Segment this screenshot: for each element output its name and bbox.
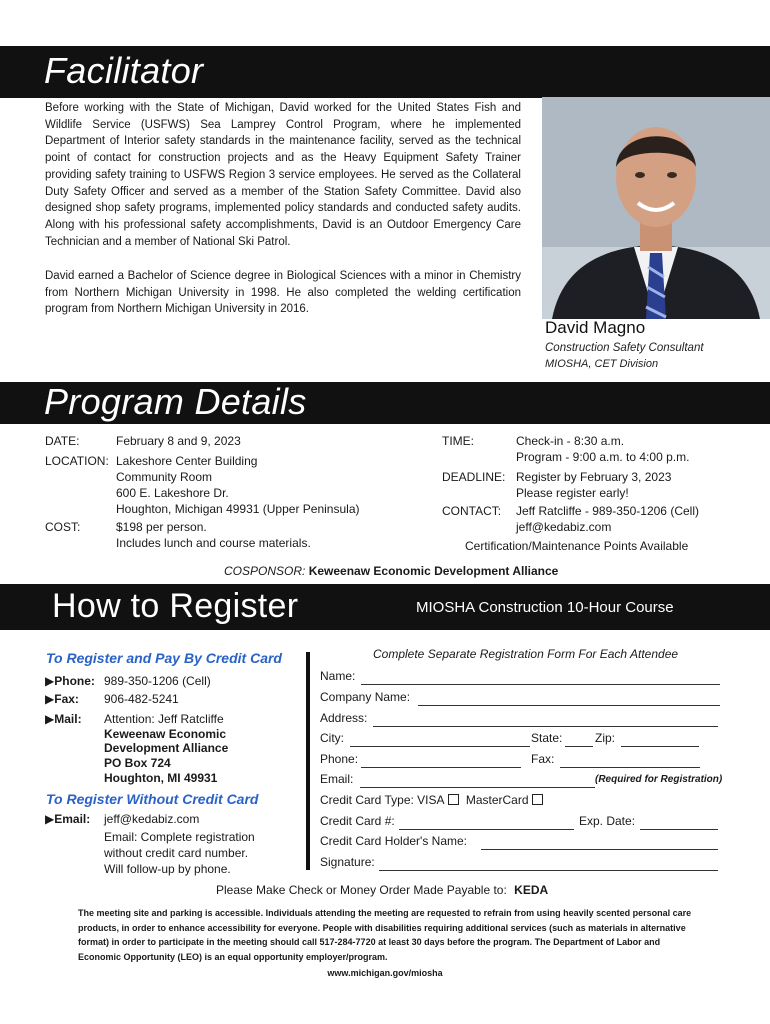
cc-type-row — [320, 793, 543, 807]
facilitator-name: David Magno — [545, 318, 646, 337]
exp-date-field[interactable] — [640, 829, 718, 830]
visa-checkbox[interactable] — [448, 794, 459, 805]
fax-field-label: Fax: — [531, 752, 555, 766]
city-label: City: — [320, 731, 344, 745]
course-name: MIOSHA Construction 10-Hour Course — [416, 599, 674, 616]
mail-row — [45, 711, 82, 727]
cosponsor-label: COSPONSOR: — [224, 564, 306, 578]
location-line: Houghton, Michigan 49931 (Upper Peninsula) — [116, 502, 360, 516]
arrow-right-icon: ▶ — [45, 812, 55, 826]
register-header-bar — [0, 584, 770, 630]
phone-field[interactable] — [361, 767, 521, 768]
fax-field[interactable] — [560, 767, 700, 768]
portrait-illustration — [542, 97, 770, 319]
certification-points: Certification/Maintenance Points Available — [465, 539, 689, 553]
facilitator-photo — [542, 97, 770, 319]
zip-field[interactable] — [621, 746, 699, 747]
exp-date-label: Exp. Date: — [579, 814, 636, 828]
deadline-label: DEADLINE: — [442, 470, 506, 484]
email-row — [45, 811, 90, 827]
arrow-right-icon: ▶ — [45, 692, 55, 706]
phone-label: Phone: — [54, 674, 95, 688]
cc-number-field[interactable] — [399, 829, 574, 830]
name-field[interactable] — [361, 684, 720, 685]
cc-type-label: Credit Card Type: VISA — [320, 793, 445, 807]
email-label: Email: — [54, 812, 91, 826]
location-line: Community Room — [116, 470, 213, 484]
mail-line: Houghton, MI 49931 — [104, 771, 218, 785]
address-field[interactable] — [373, 726, 718, 727]
deadline-line: Please register early! — [516, 486, 629, 500]
deadline-line: Register by February 3, 2023 — [516, 470, 672, 484]
payable-name: KEDA — [514, 883, 549, 897]
email-note-line: Will follow-up by phone. — [104, 862, 231, 876]
accessibility-notice: The meeting site and parking is accessible. Individuals attending the meeting are requested to refrain from using heavily scented personal care products, in order to enhance accessibility for everyone. People with disabilities requiring additional services (such as materials in alternative format) in order to participate in the meeting should call 517-284-7720 at least 30 days before the program. The Department of Labor and Economic Opportunity (LEO) is an equal opportunity employer/program. — [78, 908, 692, 962]
location-label: LOCATION: — [45, 454, 109, 468]
facilitator-title: Construction Safety Consultant — [545, 342, 704, 354]
payable-prefix: Please Make Check or Money Order Made Payable to: — [216, 883, 507, 897]
holder-field[interactable] — [481, 849, 718, 850]
time-label: TIME: — [442, 434, 474, 448]
email-field-label: Email: — [320, 772, 354, 786]
phone-row — [45, 673, 95, 689]
program-details-left — [45, 433, 425, 553]
contact-label: CONTACT: — [442, 504, 502, 518]
zip-label: Zip: — [595, 731, 616, 745]
cc-number-label: Credit Card #: — [320, 814, 395, 828]
payable-line — [216, 883, 548, 897]
register-email-link[interactable]: jeff@kedabiz.com — [104, 812, 200, 826]
phone-field-label: Phone: — [320, 752, 359, 766]
mail-line: Development Alliance — [104, 741, 229, 755]
vertical-divider — [306, 652, 310, 870]
email-note-line: Email: Complete registration — [104, 830, 255, 844]
location-line: Lakeshore Center Building — [116, 454, 258, 468]
city-field[interactable] — [350, 746, 530, 747]
credit-card-contacts — [45, 673, 295, 793]
arrow-right-icon: ▶ — [45, 712, 55, 726]
register-heading: How to Register — [52, 587, 299, 625]
arrow-right-icon: ▶ — [45, 674, 55, 688]
facilitator-bio-paragraph-2: David earned a Bachelor of Science degree in Biological Sciences with a minor in Chemistry from Northern Michigan University in 1998. He also completed the welding certification program from Northern Michigan University in 2016. — [45, 270, 521, 316]
website-url[interactable]: www.michigan.gov/miosha — [327, 968, 443, 978]
time-line: Check-in - 8:30 a.m. — [516, 434, 625, 448]
credit-card-heading: To Register and Pay By Credit Card — [46, 650, 282, 666]
email-field[interactable] — [360, 787, 595, 788]
date-label: DATE: — [45, 434, 80, 448]
company-field[interactable] — [418, 705, 720, 706]
location-line: 600 E. Lakeshore Dr. — [116, 486, 229, 500]
facilitator-bio-paragraph-1: Before working with the State of Michigan, David worked for the United States Fish and Wildlife Service (USFWS) Sea Lamprey Control Program, where he implemented Department of Interior safety standards in the maintenance facility, served as the technical point of contact for construction projects and as the Heavy Equipment Safety Trainer providing safety training to USFWS Region 3 service employees. He served as the Collateral Duty Safety Officer and served as a member of the Station Safety Committee. David also designed shop safety programs, implemented policy standards and conducted safety audits. Along with his professional safety accomplishments, David is an Outdoor Emergency Care Technician and a member of National Ski Patrol. — [45, 102, 521, 248]
program-heading: Program Details — [44, 381, 307, 422]
cost-line: $198 per person. — [116, 520, 207, 534]
company-label: Company Name: — [320, 690, 411, 704]
fax-row — [45, 691, 79, 707]
cosponsor-line — [224, 564, 558, 578]
cost-line: Includes lunch and course materials. — [116, 536, 311, 550]
form-heading: Complete Separate Registration Form For Each Attendee — [373, 647, 679, 661]
mastercard-checkbox[interactable] — [532, 794, 543, 805]
no-credit-card-heading: To Register Without Credit Card — [46, 791, 259, 807]
signature-label: Signature: — [320, 855, 375, 869]
contact-email[interactable]: jeff@kedabiz.com — [516, 520, 612, 534]
facilitator-header-bar — [0, 46, 770, 98]
cosponsor-value: Keweenaw Economic Development Alliance — [308, 564, 559, 578]
mail-line: Attention: Jeff Ratcliffe — [104, 712, 224, 726]
mail-label: Mail: — [54, 712, 82, 726]
cost-label: COST: — [45, 520, 81, 534]
name-label: Name: — [320, 669, 356, 683]
time-line: Program - 9:00 a.m. to 4:00 p.m. — [516, 450, 690, 464]
address-label: Address: — [320, 711, 368, 725]
email-note-line: without credit card number. — [104, 846, 249, 860]
email-required-note: (Required for Registration) — [595, 774, 723, 785]
fax-label: Fax: — [54, 692, 79, 706]
mail-line: Keweenaw Economic — [104, 727, 227, 741]
facilitator-division: MIOSHA, CET Division — [545, 358, 659, 370]
program-details-right — [442, 433, 762, 553]
facilitator-heading: Facilitator — [44, 50, 204, 91]
fax-value: 906-482-5241 — [104, 692, 179, 706]
program-header-bar — [0, 382, 770, 424]
state-label: State: — [531, 731, 563, 745]
mail-line: PO Box 724 — [104, 756, 171, 770]
signature-field[interactable] — [379, 870, 718, 871]
phone-value: 989-350-1206 (Cell) — [104, 674, 211, 688]
no-credit-card-contacts — [45, 811, 295, 881]
state-field[interactable] — [565, 746, 593, 747]
contact-line: Jeff Ratcliffe - 989-350-1206 (Cell) — [516, 504, 699, 518]
holder-label: Credit Card Holder's Name: — [320, 834, 468, 848]
date-value: February 8 and 9, 2023 — [116, 434, 241, 448]
mastercard-label: MasterCard — [465, 793, 529, 807]
